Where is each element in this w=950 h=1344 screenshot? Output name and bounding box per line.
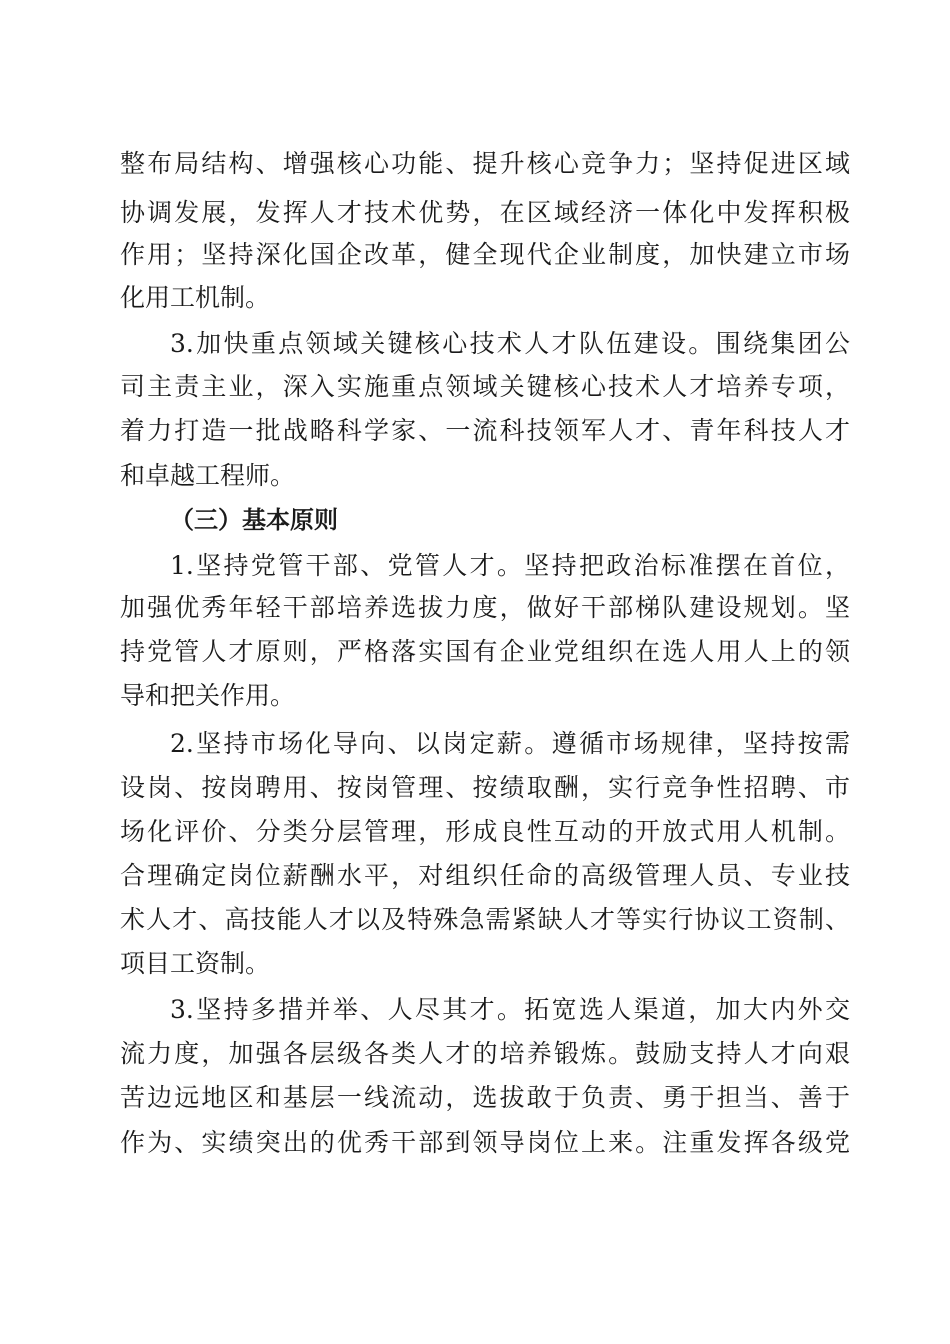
- paragraph-line: 加强优秀年轻干部培养选拔力度，做好干部梯队建设规划。坚: [120, 593, 850, 622]
- paragraph-line: 术人才、高技能人才以及特殊急需紧缺人才等实行协议工资制、: [120, 905, 850, 934]
- paragraph-line: 化用工机制。: [120, 283, 271, 312]
- paragraph-line: 作为、实绩突出的优秀干部到领导岗位上来。注重发挥各级党: [120, 1128, 850, 1157]
- paragraph-line: 苦边远地区和基层一线流动，选拔敢于负责、勇于担当、善于: [120, 1083, 850, 1112]
- section-heading: （三）基本原则: [170, 506, 338, 534]
- paragraph-line: 1.坚持党管干部、党管人才。坚持把政治标准摆在首位，: [170, 551, 850, 580]
- paragraph-line: 3.坚持多措并举、人尽其才。拓宽选人渠道，加大内外交: [170, 995, 850, 1024]
- paragraph-line: 流力度，加强各层级各类人才的培养锻炼。鼓励支持人才向艰: [120, 1039, 850, 1068]
- paragraph-line: 设岗、按岗聘用、按岗管理、按绩取酬，实行竞争性招聘、市: [120, 773, 850, 802]
- paragraph-line: 作用；坚持深化国企改革，健全现代企业制度，加快建立市场: [120, 240, 850, 269]
- paragraph-line: 合理确定岗位薪酬水平，对组织任命的高级管理人员、专业技: [120, 861, 850, 890]
- paragraph-line: 和卓越工程师。: [120, 461, 296, 490]
- paragraph-line: 协调发展，发挥人才技术优势，在区域经济一体化中发挥积极: [120, 198, 850, 227]
- paragraph-line: 3.加快重点领域关键核心技术人才队伍建设。围绕集团公: [170, 329, 850, 358]
- paragraph-line: 项目工资制。: [120, 949, 271, 978]
- paragraph-line: 着力打造一批战略科学家、一流科技领军人才、青年科技人才: [120, 416, 850, 445]
- paragraph-line: 场化评价、分类分层管理，形成良性互动的开放式用人机制。: [120, 817, 850, 846]
- paragraph-line: 持党管人才原则，严格落实国有企业党组织在选人用人上的领: [120, 637, 850, 666]
- paragraph-line: 2.坚持市场化导向、以岗定薪。遵循市场规律，坚持按需: [170, 729, 850, 758]
- paragraph-line: 导和把关作用。: [120, 681, 296, 710]
- paragraph-line: 司主责主业，深入实施重点领域关键核心技术人才培养专项，: [120, 372, 850, 401]
- paragraph-line: 整布局结构、增强核心功能、提升核心竞争力；坚持促进区域: [120, 149, 850, 178]
